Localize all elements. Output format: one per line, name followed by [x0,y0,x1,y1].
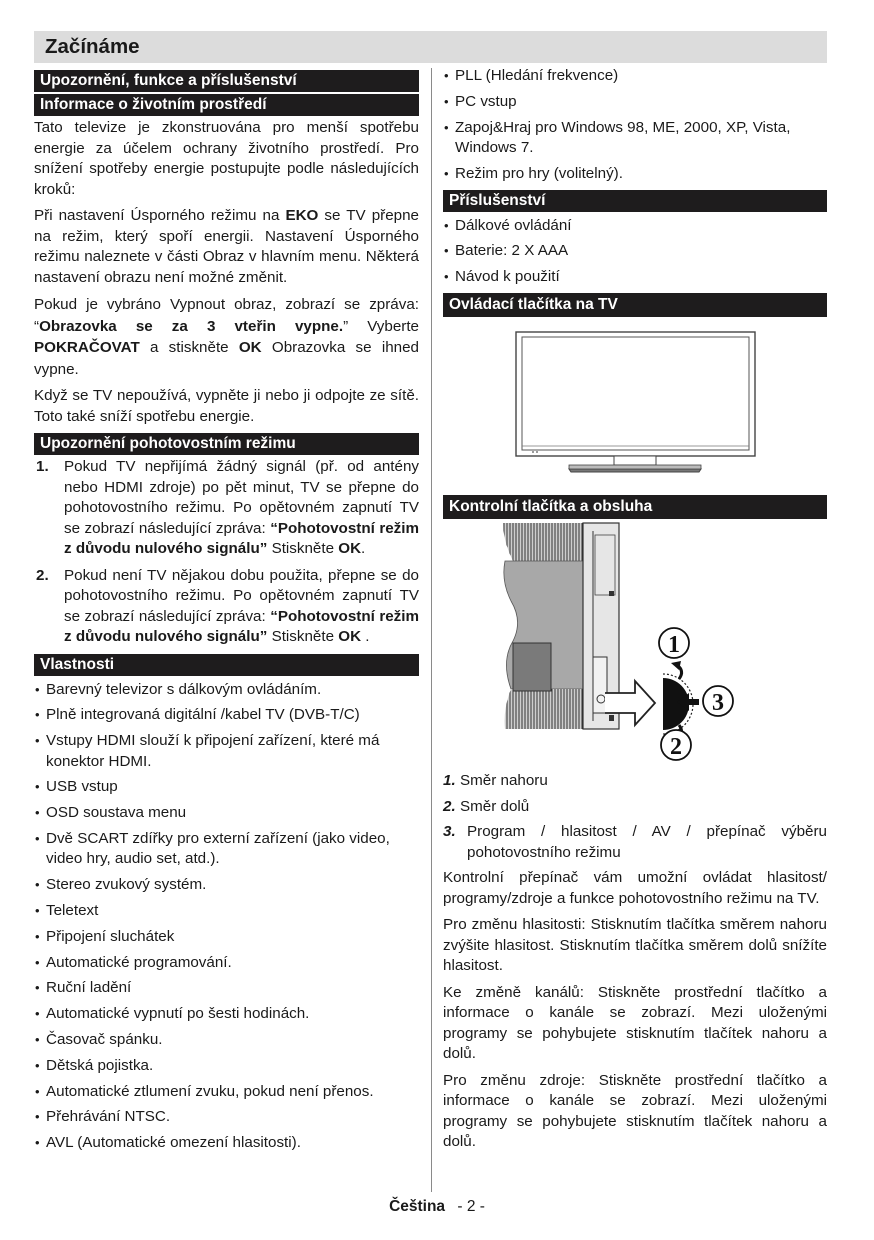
control-list [443,771,827,863]
feature-item: • Barevný televizor s dálkovým ovládáním. [34,680,419,701]
feature-item: • Automatické ztlumení zvuku, pokud není přenos. [34,1082,419,1103]
footer-language: Čeština [389,1198,446,1215]
feature-item: • AVL (Automatické omezení hlasitosti). [34,1133,419,1154]
control-item: 2. Směr dolů [443,797,530,815]
section-header-environment: Informace o životním prostředí [34,94,419,116]
right-column [443,66,827,1159]
svg-text:2: 2 [670,734,682,761]
features-list-continued [443,66,827,184]
section-header-features: Vlastnosti [34,654,419,676]
feature-item: • Režim pro hry (volitelný). [443,164,827,185]
env-paragraph-2: Při nastavení Úsporného režimu na EKO se TV přepne na režim, který spoří energii. Nastavení Úsporného režimu naleznete v části Obraz v hlavním menu. Některá nastavení obrazu není možné změnit. [34,207,419,286]
standby-item: 2. Pokud není TV nějakou dobu použita, přepne se do pohotovostního režimu. Po opětovném zapnutí TV se zobrazí následující zpráva: “Pohotovostní režim z důvodu nulového signálu” Stiskněte OK . [36,566,419,645]
page-title-bar [34,31,827,63]
page-title: Začínáme [45,35,140,58]
control-item: 3. Program / hlasitost / AV / přepínač výběru pohotovostního režimu [443,823,827,861]
footer-page-number: - 2 - [457,1198,485,1215]
tv-side-panel-icon [443,521,827,765]
control-item: 1. Směr nahoru [443,772,548,790]
controls-paragraph-channels: Ke změně kanálů: Stiskněte prostřední tlačítko a informace o kanále se zobrazí. Mezi uloženými programy se pohybujete stisknutím tlačítek nahoru a dolů. [443,983,827,1063]
accessories-list [443,216,827,288]
feature-item: • Zapoj&Hraj pro Windows 98, ME, 2000, XP, Vista, Windows 7. [443,118,827,159]
feature-item: • Automatické vypnutí po šesti hodinách. [34,1004,419,1025]
page-footer [0,1197,874,1218]
section-header-tv-buttons: Ovládací tlačítka na TV [443,293,827,317]
column-divider [431,68,432,1192]
feature-item: • Automatické programování. [34,953,419,974]
feature-item: • Vstupy HDMI slouží k připojení zařízení, které má konektor HDMI. [34,731,419,772]
accessory-item: • Baterie: 2 X AAA [443,241,827,262]
feature-item: • Přehrávání NTSC. [34,1107,419,1128]
feature-item: • Teletext [34,901,419,922]
controls-paragraph-1: Kontrolní přepínač vám umožní ovládat hlasitost/ programy/zdroje a funkce pohotovostního režimu na TV. [443,869,827,907]
feature-item: • OSD soustava menu [34,803,419,824]
feature-item: • PLL (Hledání frekvence) [443,66,827,87]
env-paragraph-4: Když se TV nepoužívá, vypněte ji nebo ji odpojte ze sítě. Toto také sníží spotřebu energie. [34,387,419,425]
feature-item: • PC vstup [443,92,827,113]
feature-item: • Dvě SCART zdířky pro externí zařízení (jako video, video hry, audio set, atd.). [34,829,419,870]
standby-item: 1. Pokud TV nepřijímá žádný signál (př. od antény nebo HDMI zdroje) po pět minut, TV se přepne do pohotovostního režimu. Po opětovném zapnutí TV se zobrazí následující zpráva: “Pohotovostní režim z důvodu nulového signálu” Stiskněte OK. [36,458,419,557]
feature-item: • USB vstup [34,777,419,798]
feature-item: • Časovač spánku. [34,1030,419,1051]
feature-item: • Plně integrovaná digitální /kabel TV (DVB-T/C) [34,705,419,726]
features-list [34,680,419,1154]
tv-icon [443,323,827,485]
section-header-warnings: Upozornění, funkce a příslušenství [34,70,419,92]
label-one [659,628,689,658]
feature-item: • Ruční ladění [34,978,419,999]
tv-front-illustration [443,323,827,485]
section-header-standby: Upozornění pohotovostním režimu [34,433,419,455]
accessory-item: • Dálkové ovládání [443,216,827,237]
svg-text:3: 3 [712,690,724,717]
controls-paragraph-volume: Pro změnu hlasitosti: Stisknutím tlačítka směrem nahoru zvýšite hlasitost. Stisknutím tlačítka směrem dolů snížíte hlasitost. [443,916,827,975]
feature-item: • Stereo zvukový systém. [34,875,419,896]
feature-item: • Připojení sluchátek [34,927,419,948]
env-paragraph-3: Pokud je vybráno Vypnout obraz, zobrazí se zpráva: “Obrazovka se za 3 vteřin vypne.” Vyberte POKRAČOVAT a stiskněte OK Obrazovka se ihned vypne. [34,296,419,378]
section-header-accessories: Příslušenství [443,190,827,212]
svg-text:1: 1 [668,632,680,659]
label-three [703,686,733,716]
controls-paragraph-source: Pro změnu zdroje: Stiskněte prostřední tlačítko a informace o kanále se zobrazí. Mezi uloženými programy se pohybujete stisknutím tlačítek nahoru a dolů. [443,1071,827,1151]
env-paragraph-1: Tato televize je zkonstruována pro menší spotřebu energie za účelem ochrany životního prostředí. Pro snížení spotřeby energie postupujte podle následujících kroků: [34,119,419,198]
feature-item: • Dětská pojistka. [34,1056,419,1077]
control-switch-illustration [443,521,827,765]
standby-list [34,457,419,648]
left-column [34,70,419,1159]
section-header-controls: Kontrolní tlačítka a obsluha [443,495,827,519]
accessory-item: • Návod k použití [443,267,827,288]
label-two [661,730,691,760]
